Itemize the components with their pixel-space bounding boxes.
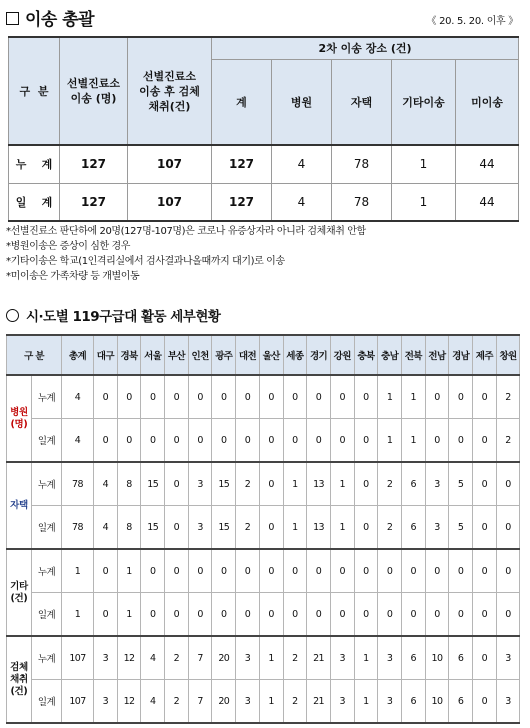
t2-cell: 1 bbox=[62, 593, 94, 637]
t2-cell: 3 bbox=[330, 636, 354, 680]
t2-cell: 3 bbox=[425, 506, 449, 550]
t2-header-cell: 창원 bbox=[496, 335, 520, 375]
note-line: *미이송은 가족차량 등 개별이동 bbox=[6, 271, 140, 282]
t2-cell: 0 bbox=[449, 419, 473, 463]
t2-cell: 0 bbox=[473, 593, 497, 637]
t2-cell: 0 bbox=[117, 375, 141, 419]
t2-row bbox=[7, 680, 520, 724]
t2-cell: 0 bbox=[496, 462, 520, 506]
t2-cell: 10 bbox=[425, 680, 449, 724]
t2-subcategory: 일계 bbox=[32, 506, 62, 550]
t2-cell: 6 bbox=[401, 680, 425, 724]
t2-header-cell: 경기 bbox=[307, 335, 331, 375]
t2-cell: 12 bbox=[117, 636, 141, 680]
t2-cell: 0 bbox=[354, 375, 378, 419]
t2-cell: 0 bbox=[188, 549, 212, 593]
t2-header-cell: 강원 bbox=[330, 335, 354, 375]
t2-category: 병원 (명) bbox=[7, 375, 32, 462]
t2-cell: 8 bbox=[117, 506, 141, 550]
t2-row bbox=[7, 419, 520, 463]
t2-header-cell: 전북 bbox=[401, 335, 425, 375]
t2-cell: 7 bbox=[188, 680, 212, 724]
t2-cell: 3 bbox=[94, 680, 118, 724]
t2-cell: 0 bbox=[283, 419, 307, 463]
t1-cell: 1 bbox=[392, 145, 456, 183]
t2-cell: 0 bbox=[165, 375, 189, 419]
t1-cell: 127 bbox=[60, 183, 128, 221]
t2-header-cell: 총계 bbox=[62, 335, 94, 375]
t2-cell: 0 bbox=[354, 506, 378, 550]
t2-cell: 0 bbox=[449, 593, 473, 637]
t2-cell: 13 bbox=[307, 462, 331, 506]
t2-cell: 0 bbox=[473, 549, 497, 593]
t2-cell: 0 bbox=[165, 506, 189, 550]
t2-cell: 0 bbox=[496, 593, 520, 637]
t2-cell: 1 bbox=[117, 593, 141, 637]
regional-activity-table bbox=[6, 334, 520, 724]
t2-cell: 0 bbox=[259, 506, 283, 550]
section2-heading bbox=[6, 305, 220, 325]
t2-cell: 1 bbox=[117, 549, 141, 593]
t2-cell: 0 bbox=[212, 593, 236, 637]
t2-cell: 6 bbox=[401, 636, 425, 680]
t2-cell: 0 bbox=[378, 593, 402, 637]
t2-cell: 1 bbox=[401, 419, 425, 463]
t2-cell: 0 bbox=[212, 549, 236, 593]
t2-cell: 0 bbox=[307, 375, 331, 419]
t2-cell: 3 bbox=[378, 680, 402, 724]
t2-cell: 3 bbox=[188, 462, 212, 506]
t2-cell: 0 bbox=[473, 375, 497, 419]
t2-cell: 0 bbox=[188, 419, 212, 463]
t2-cell: 1 bbox=[354, 680, 378, 724]
t2-header-cell: 제주 bbox=[473, 335, 497, 375]
t2-cell: 4 bbox=[94, 506, 118, 550]
t2-cell: 0 bbox=[307, 593, 331, 637]
t2-cell: 0 bbox=[236, 549, 260, 593]
t1-cell: 127 bbox=[60, 145, 128, 183]
t1-col-group: 2차 이송 장소 (건) bbox=[212, 37, 519, 59]
t2-cell: 0 bbox=[236, 593, 260, 637]
t2-category: 기타 (건) bbox=[7, 549, 32, 636]
section2-title: 시·도별 119구급대 활동 세부현황 bbox=[26, 309, 221, 325]
t2-category: 검체 채취 (건) bbox=[7, 636, 32, 723]
t2-cell: 3 bbox=[496, 636, 520, 680]
t2-header-cell: 부산 bbox=[165, 335, 189, 375]
t2-cell: 2 bbox=[236, 506, 260, 550]
t2-cell: 0 bbox=[212, 375, 236, 419]
t2-cell: 0 bbox=[165, 549, 189, 593]
t1-subcol: 병원 bbox=[272, 59, 332, 145]
t2-cell: 0 bbox=[259, 375, 283, 419]
t2-cell: 13 bbox=[307, 506, 331, 550]
t2-cell: 0 bbox=[94, 549, 118, 593]
checkbox-square-icon bbox=[6, 12, 19, 25]
circle-bullet-icon bbox=[6, 309, 19, 322]
t1-col-gubun: 구 분 bbox=[9, 37, 60, 145]
t2-cell: 0 bbox=[354, 593, 378, 637]
note-line: *기타이송은 학교(1인격리실에서 검사결과나올때까지 대기)로 이송 bbox=[6, 256, 285, 267]
t2-cell: 20 bbox=[212, 636, 236, 680]
t2-cell: 0 bbox=[307, 549, 331, 593]
t2-cell: 0 bbox=[283, 593, 307, 637]
t2-cell: 0 bbox=[236, 375, 260, 419]
t2-cell: 2 bbox=[496, 419, 520, 463]
t2-cell: 1 bbox=[330, 506, 354, 550]
t2-subcategory: 누계 bbox=[32, 549, 62, 593]
t2-cell: 0 bbox=[449, 375, 473, 419]
t2-cell: 15 bbox=[212, 462, 236, 506]
t2-cell: 0 bbox=[330, 419, 354, 463]
t2-cell: 1 bbox=[330, 462, 354, 506]
t2-cell: 78 bbox=[62, 506, 94, 550]
t1-cell: 127 bbox=[212, 183, 272, 221]
transfer-summary-table bbox=[8, 36, 519, 222]
t2-cell: 6 bbox=[401, 506, 425, 550]
t2-header-cell: 전남 bbox=[425, 335, 449, 375]
t2-cell: 4 bbox=[62, 375, 94, 419]
t2-cell: 3 bbox=[236, 680, 260, 724]
t2-cell: 107 bbox=[62, 636, 94, 680]
t2-cell: 0 bbox=[141, 375, 165, 419]
t2-cell: 21 bbox=[307, 636, 331, 680]
t1-subcol: 기타이송 bbox=[392, 59, 456, 145]
t2-cell: 0 bbox=[259, 593, 283, 637]
section1-heading bbox=[6, 5, 94, 30]
t2-subcategory: 누계 bbox=[32, 375, 62, 419]
t2-cell: 0 bbox=[188, 593, 212, 637]
section1-title: 이송 총괄 bbox=[25, 10, 95, 30]
t2-subcategory: 누계 bbox=[32, 636, 62, 680]
t2-cell: 15 bbox=[212, 506, 236, 550]
t1-col-after-test: 선별진료소 이송 후 검체 채취(건) bbox=[128, 37, 212, 145]
t2-cell: 0 bbox=[330, 549, 354, 593]
t2-cell: 3 bbox=[188, 506, 212, 550]
t2-cell: 78 bbox=[62, 462, 94, 506]
t2-cell: 5 bbox=[449, 506, 473, 550]
t2-category: 자택 bbox=[7, 462, 32, 549]
t2-cell: 2 bbox=[165, 680, 189, 724]
t2-cell: 0 bbox=[496, 506, 520, 550]
t1-cell: 4 bbox=[272, 183, 332, 221]
t2-cell: 0 bbox=[473, 462, 497, 506]
t1-row-label: 일 계 bbox=[9, 183, 60, 221]
t2-cell: 0 bbox=[354, 549, 378, 593]
t2-cell: 2 bbox=[283, 680, 307, 724]
t2-cell: 1 bbox=[378, 419, 402, 463]
t2-cell: 6 bbox=[449, 680, 473, 724]
t2-cell: 0 bbox=[141, 593, 165, 637]
t1-cell: 44 bbox=[456, 145, 519, 183]
t2-cell: 1 bbox=[354, 636, 378, 680]
t2-cell: 0 bbox=[473, 506, 497, 550]
t2-cell: 0 bbox=[354, 419, 378, 463]
t2-cell: 4 bbox=[94, 462, 118, 506]
t2-subcategory: 일계 bbox=[32, 593, 62, 637]
t2-header-cell: 울산 bbox=[259, 335, 283, 375]
t2-subcategory: 누계 bbox=[32, 462, 62, 506]
t2-cell: 1 bbox=[401, 375, 425, 419]
t2-cell: 0 bbox=[212, 419, 236, 463]
t2-cell: 1 bbox=[283, 506, 307, 550]
t2-cell: 4 bbox=[141, 680, 165, 724]
t2-cell: 0 bbox=[283, 549, 307, 593]
t2-cell: 1 bbox=[259, 680, 283, 724]
t2-header-cell: 구 분 bbox=[7, 335, 62, 375]
t2-cell: 0 bbox=[117, 419, 141, 463]
t2-row bbox=[7, 462, 520, 506]
t2-cell: 0 bbox=[473, 680, 497, 724]
t2-cell: 2 bbox=[283, 636, 307, 680]
t2-cell: 2 bbox=[496, 375, 520, 419]
t2-cell: 0 bbox=[236, 419, 260, 463]
t2-subcategory: 일계 bbox=[32, 680, 62, 724]
t2-cell: 8 bbox=[117, 462, 141, 506]
t2-cell: 0 bbox=[259, 462, 283, 506]
t2-cell: 0 bbox=[259, 549, 283, 593]
t2-cell: 107 bbox=[62, 680, 94, 724]
t2-cell: 0 bbox=[401, 593, 425, 637]
t2-header-cell: 대전 bbox=[236, 335, 260, 375]
notes bbox=[6, 224, 366, 284]
t2-cell: 4 bbox=[141, 636, 165, 680]
t2-cell: 0 bbox=[425, 375, 449, 419]
t2-cell: 2 bbox=[236, 462, 260, 506]
t2-header-cell: 충남 bbox=[378, 335, 402, 375]
t2-cell: 1 bbox=[259, 636, 283, 680]
t2-cell: 0 bbox=[330, 375, 354, 419]
t1-cell: 1 bbox=[392, 183, 456, 221]
t2-cell: 3 bbox=[496, 680, 520, 724]
t1-cell: 107 bbox=[128, 183, 212, 221]
t2-cell: 0 bbox=[283, 375, 307, 419]
t2-header-cell: 경남 bbox=[449, 335, 473, 375]
t2-cell: 15 bbox=[141, 462, 165, 506]
t2-cell: 0 bbox=[425, 549, 449, 593]
t2-cell: 3 bbox=[378, 636, 402, 680]
t2-cell: 2 bbox=[378, 506, 402, 550]
t2-cell: 1 bbox=[283, 462, 307, 506]
t1-cell: 44 bbox=[456, 183, 519, 221]
report-date: 《 20. 5. 20. 이후 》 bbox=[426, 16, 518, 27]
t2-header-cell: 인천 bbox=[188, 335, 212, 375]
t2-cell: 20 bbox=[212, 680, 236, 724]
t2-row bbox=[7, 375, 520, 419]
t2-header-row bbox=[7, 335, 520, 375]
t2-header-cell: 대구 bbox=[94, 335, 118, 375]
t2-cell: 3 bbox=[425, 462, 449, 506]
t2-header-cell: 광주 bbox=[212, 335, 236, 375]
t2-cell: 0 bbox=[425, 593, 449, 637]
t1-cell: 4 bbox=[272, 145, 332, 183]
t2-cell: 0 bbox=[94, 375, 118, 419]
t2-subcategory: 일계 bbox=[32, 419, 62, 463]
t1-cell: 107 bbox=[128, 145, 212, 183]
t2-cell: 0 bbox=[141, 549, 165, 593]
t2-row bbox=[7, 593, 520, 637]
t2-cell: 7 bbox=[188, 636, 212, 680]
note-line: *병원이송은 증상이 심한 경우 bbox=[6, 241, 131, 252]
t2-cell: 0 bbox=[401, 549, 425, 593]
t2-cell: 0 bbox=[307, 419, 331, 463]
t2-cell: 2 bbox=[165, 636, 189, 680]
t2-cell: 0 bbox=[165, 593, 189, 637]
t2-cell: 0 bbox=[94, 419, 118, 463]
t2-cell: 0 bbox=[449, 549, 473, 593]
t2-cell: 1 bbox=[378, 375, 402, 419]
t2-cell: 3 bbox=[94, 636, 118, 680]
t2-row bbox=[7, 549, 520, 593]
t1-cell: 78 bbox=[332, 145, 392, 183]
t2-header-cell: 충북 bbox=[354, 335, 378, 375]
t2-cell: 0 bbox=[259, 419, 283, 463]
t2-cell: 0 bbox=[425, 419, 449, 463]
t2-cell: 0 bbox=[496, 549, 520, 593]
t2-cell: 0 bbox=[354, 462, 378, 506]
t1-row bbox=[9, 183, 519, 221]
t2-cell: 10 bbox=[425, 636, 449, 680]
t2-cell: 0 bbox=[378, 549, 402, 593]
t1-col-screening: 선별진료소 이송 (명) bbox=[60, 37, 128, 145]
t2-cell: 5 bbox=[449, 462, 473, 506]
t2-cell: 15 bbox=[141, 506, 165, 550]
t2-cell: 0 bbox=[330, 593, 354, 637]
t1-row-label: 누 계 bbox=[9, 145, 60, 183]
t2-cell: 12 bbox=[117, 680, 141, 724]
t2-cell: 0 bbox=[165, 419, 189, 463]
t2-cell: 1 bbox=[62, 549, 94, 593]
t1-subcol: 계 bbox=[212, 59, 272, 145]
t2-header-cell: 세종 bbox=[283, 335, 307, 375]
t2-cell: 4 bbox=[62, 419, 94, 463]
t1-cell: 127 bbox=[212, 145, 272, 183]
t2-cell: 3 bbox=[330, 680, 354, 724]
t1-cell: 78 bbox=[332, 183, 392, 221]
t2-header-cell: 경북 bbox=[117, 335, 141, 375]
t2-cell: 2 bbox=[378, 462, 402, 506]
t2-cell: 0 bbox=[473, 419, 497, 463]
t2-cell: 21 bbox=[307, 680, 331, 724]
t2-header-cell: 서울 bbox=[141, 335, 165, 375]
t2-cell: 0 bbox=[141, 419, 165, 463]
note-line: *선별진료소 판단하에 20명(127명-107명)은 코로나 유증상자라 아니라 검체채취 안함 bbox=[6, 226, 366, 237]
t2-cell: 6 bbox=[449, 636, 473, 680]
t2-cell: 0 bbox=[473, 636, 497, 680]
t2-row bbox=[7, 636, 520, 680]
t1-subcol: 자택 bbox=[332, 59, 392, 145]
t2-cell: 3 bbox=[236, 636, 260, 680]
t1-row bbox=[9, 145, 519, 183]
t2-cell: 0 bbox=[188, 375, 212, 419]
t2-row bbox=[7, 506, 520, 550]
t2-cell: 6 bbox=[401, 462, 425, 506]
t1-subcol: 미이송 bbox=[456, 59, 519, 145]
t2-cell: 0 bbox=[165, 462, 189, 506]
t2-cell: 0 bbox=[94, 593, 118, 637]
